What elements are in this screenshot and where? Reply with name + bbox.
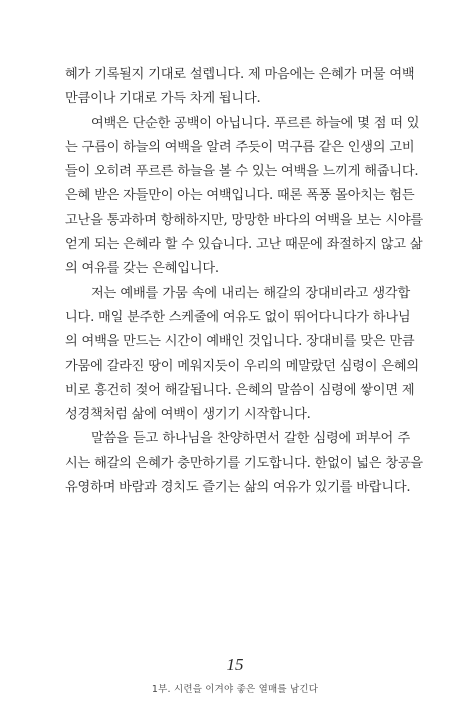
text-line: 성경책처럼 삶에 여백이 생기기 시작합니다. [65,407,311,423]
text-line: 유영하며 바람과 경치도 즐기는 삶의 여유가 있기를 바랍니다. [65,480,411,496]
text-line: 저는 예배를 가뭄 속에 내리는 해갈의 장대비라고 생각합 [91,285,410,301]
text-line: 만큼이나 기대로 가득 차게 됩니다. [65,91,261,107]
paragraph [65,112,423,282]
body-text [65,63,423,500]
page-number: 15 [226,655,244,674]
text-line: 말씀을 듣고 하나님을 찬양하면서 갈한 심령에 퍼부어 주 [91,431,410,447]
text-line: 가뭄에 갈라진 땅이 메워지듯이 우리의 메말랐던 심령이 은혜의 [65,358,419,374]
text-line: 의 여백을 만드는 시간이 예배인 것입니다. 장대비를 맞은 만큼 [65,334,415,350]
paragraph [65,63,415,112]
text-line: 비로 흥건히 젖어 해갈됩니다. 은혜의 말씀이 심령에 쌓이면 제 [65,382,415,398]
text-line: 여백은 단순한 공백이 아닙니다. 푸르른 하늘에 몇 점 떠 있 [91,115,420,131]
paragraph [65,282,419,428]
text-line: 들이 오히려 푸르른 하늘을 볼 수 있는 여백을 느끼게 해줍니다. [65,164,419,180]
text-line: 혜가 기록될지 기대로 설렙니다. 제 마음에는 은혜가 머물 여백 [65,67,415,82]
text-line: 의 여유를 갖는 은혜입니다. [65,261,219,277]
text-line: 은혜 받은 자들만이 아는 여백입니다. 때론 폭풍 몰아치는 험든 [65,188,415,204]
text-line: 는 구름이 하늘의 여백을 알려 주듯이 먹구름 같은 인생의 고비 [65,139,415,155]
text-line: 니다. 매일 분주한 스케줄에 여유도 없이 뛰어다니다가 하나님 [65,309,411,325]
running-footer: 1부. 시련을 이겨야 좋은 열매를 남긴다 [151,684,319,695]
text-line: 시는 해갈의 은혜가 충만하기를 기도합니다. 한없이 넓은 창공을 [65,455,423,471]
text-line: 얻게 되는 은혜라 할 수 있습니다. 고난 때문에 좌절하지 않고 삶 [65,237,423,253]
text-line: 고난을 통과하며 항해하지만, 망망한 바다의 여백을 보는 시야를 [65,212,423,228]
paragraph [65,427,423,500]
